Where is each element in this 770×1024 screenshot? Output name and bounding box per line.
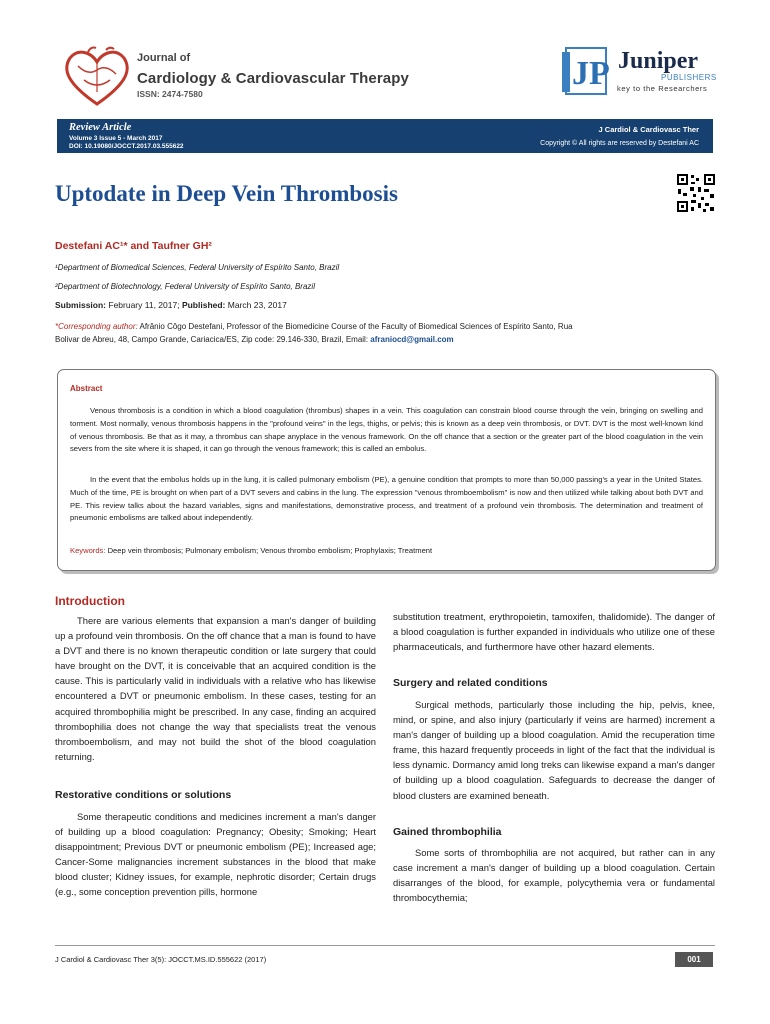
journal-heart-logo — [58, 46, 136, 108]
corr-text-2: Bolivar de Abreu, 48, Campo Grande, Cariacica/ES, Zip code: 29.146-330, Brazil, Email: — [55, 335, 371, 344]
email-link[interactable]: afraniocd@gmail.com — [370, 335, 454, 344]
surgery-heading: Surgery and related conditions — [393, 677, 548, 689]
restorative-paragraph: Some therapeutic conditions and medicines increment a man's danger of building up a blood coagulation: Pregnancy; Obesity; Smoking; Heart disappointment; Previous DVT or pneumonic embolism (PE); Increased age; Cancer-Some malignancies increment substances in the blood that make blood cluster; Kidney issues, for example, nephrotic disorder; Certain drugs (e.g., some conception prevention pills, hormone — [55, 811, 376, 898]
copyright: Copyright © All rights are reserved by Destefani AC — [540, 140, 699, 147]
footer-divider — [55, 945, 715, 946]
abstract-paragraph-2: In the event that the embolus holds up in the lung, it is called pulmonary embolism (PE), a genuine condition that prompts to more than 50,000 passing's a year in the United States. Much of the time, PE is brought on when part of a DVT severs and cabins in the lung. The expression "venous thromboembolism" is now and then utilized while talking about both DVT and PE. This review talks about the hazard variables, signs and manifestations, demonstrative process, and treatment of a profound vein thrombosis. The determination and treatment of pneumonic embolisms are talked about independently. — [70, 475, 703, 523]
journal-of-label: Journal of — [137, 52, 191, 64]
publisher-sub: PUBLISHERS — [661, 73, 717, 82]
issn: ISSN: 2474-7580 — [137, 89, 203, 99]
journal-abbrev: J Cardiol & Cardiovasc Ther — [598, 125, 699, 134]
gained-paragraph: Some sorts of thrombophilia are not acquired, but rather can in any case increment a man's danger of building up a blood coagulation. Certain disarranges of the blood, for example, polycythemia vera or fundamental thrombocythemia; — [393, 847, 715, 904]
article-type: Review Article — [69, 122, 132, 133]
publisher-name: Juniper — [618, 48, 699, 74]
submission-dates — [55, 300, 287, 310]
surgery-paragraph: Surgical methods, particularly those including the hip, pelvis, knee, mind, or spine, and also injury (particularly if veins are harmed) increment a man's danger of building up a blood coagulation. Amid the recuperation time frame, this hazard frequently proceeds in light of the fact that the individual is less dynamic. Dormancy amid long treks can likewise expand a man's danger of building up a blood coagulation. Safeguards to decrease the danger of blood clusters are examined beneath. — [393, 699, 715, 801]
authors: Destefani AC¹* and Taufner GH² — [55, 240, 212, 252]
article-title: Uptodate in Deep Vein Thrombosis — [55, 181, 398, 206]
gained-heading: Gained thrombophilia — [393, 826, 502, 838]
affiliation-1: ¹Department of Biomedical Sciences, Federal University of Espírito Santo, Brazil — [55, 263, 340, 272]
abstract-heading: Abstract — [70, 384, 103, 393]
abstract-box — [57, 369, 716, 571]
footer-citation: J Cardiol & Cardiovasc Ther 3(5): JOCCT.MS.ID.555622 (2017) — [55, 955, 267, 964]
doi: DOI: 10.19080/JOCCT.2017.03.555622 — [69, 143, 184, 150]
affiliation-2: ²Department of Biotechnology, Federal University of Espírito Santo, Brazil — [55, 282, 315, 291]
page-number: 001 — [675, 952, 713, 967]
keywords — [70, 546, 432, 555]
journal-name: Cardiology & Cardiovascular Therapy — [137, 70, 409, 87]
corr-label: *Corresponding author: — [55, 322, 138, 331]
corresponding-author — [55, 320, 705, 346]
svg-text:JP: JP — [572, 55, 610, 92]
submission-date: February 11, 2017; — [106, 300, 180, 310]
article-info-band — [57, 119, 713, 153]
intro-paragraph: There are various elements that expansion a man's danger of building up a profound vein thrombosis. On the off chance that a man is found to have a DVT and there is no known therapeutic condition or late surgery that could have brought on the DVT, it is conceivable that an acquired condition is the cause. This is particularly valid in individuals with a relative who has likewise encountered a DVT or pneumonic embolism. In these cases, testing for an acquired thrombophilia might be prescribed. In any case, finding an acquired thrombophilia does not change the way that specialists treat the venous thromboembolism, and may not build the shot of the blood coagulation returning. — [55, 615, 376, 762]
published-date: March 23, 2017 — [225, 300, 287, 310]
right-paragraph-1: substitution treatment, erythropoietin, tamoxifen, thalidomide). The danger of a blood coagulation is further expanded in individuals who utilize one of these pharmaceuticals, and furthermore have other hazard elements. — [393, 611, 715, 653]
volume-info: Volume 3 Issue 5 - March 2017 — [69, 135, 163, 142]
restorative-heading: Restorative conditions or solutions — [55, 789, 232, 801]
publisher-tagline: key to the Researchers — [617, 84, 708, 93]
introduction-heading: Introduction — [55, 594, 125, 608]
published-label: Published: — [179, 300, 226, 310]
keywords-text: Deep vein thrombosis; Pulmonary embolism; Venous thrombo embolism; Prophylaxis; Treatment — [105, 546, 433, 555]
abstract-paragraph-1: Venous thrombosis is a condition in which a blood coagulation (thrombus) shapes in a vein. This coagulation can constrain blood course through the vein, bringing on swelling and torment. Most normally, venous thrombosis happens in the "profound veins" in the legs, thighs, or pelvis; this is known as a deep vein thrombosis, or DVT. DVT is the most well-known kind of venous thrombosis. Be that as it may, a thrombus can shape anyplace in the venous framework. On the off chance that a section or the greater part of the blood coagulation in the vein severs from the site where it is shaped, it can go through the venous framework; this is called an embolus. — [70, 406, 703, 454]
corr-text-1: Afrânio Côgo Destefani, Professor of the Biomedicine Course of the Faculty of Biomedical Sciences of Espírito Santo, Rua — [137, 322, 573, 331]
qr-code-icon[interactable] — [676, 173, 716, 213]
keywords-label: Keywords: — [70, 546, 106, 555]
submission-label: Submission: — [55, 300, 107, 310]
